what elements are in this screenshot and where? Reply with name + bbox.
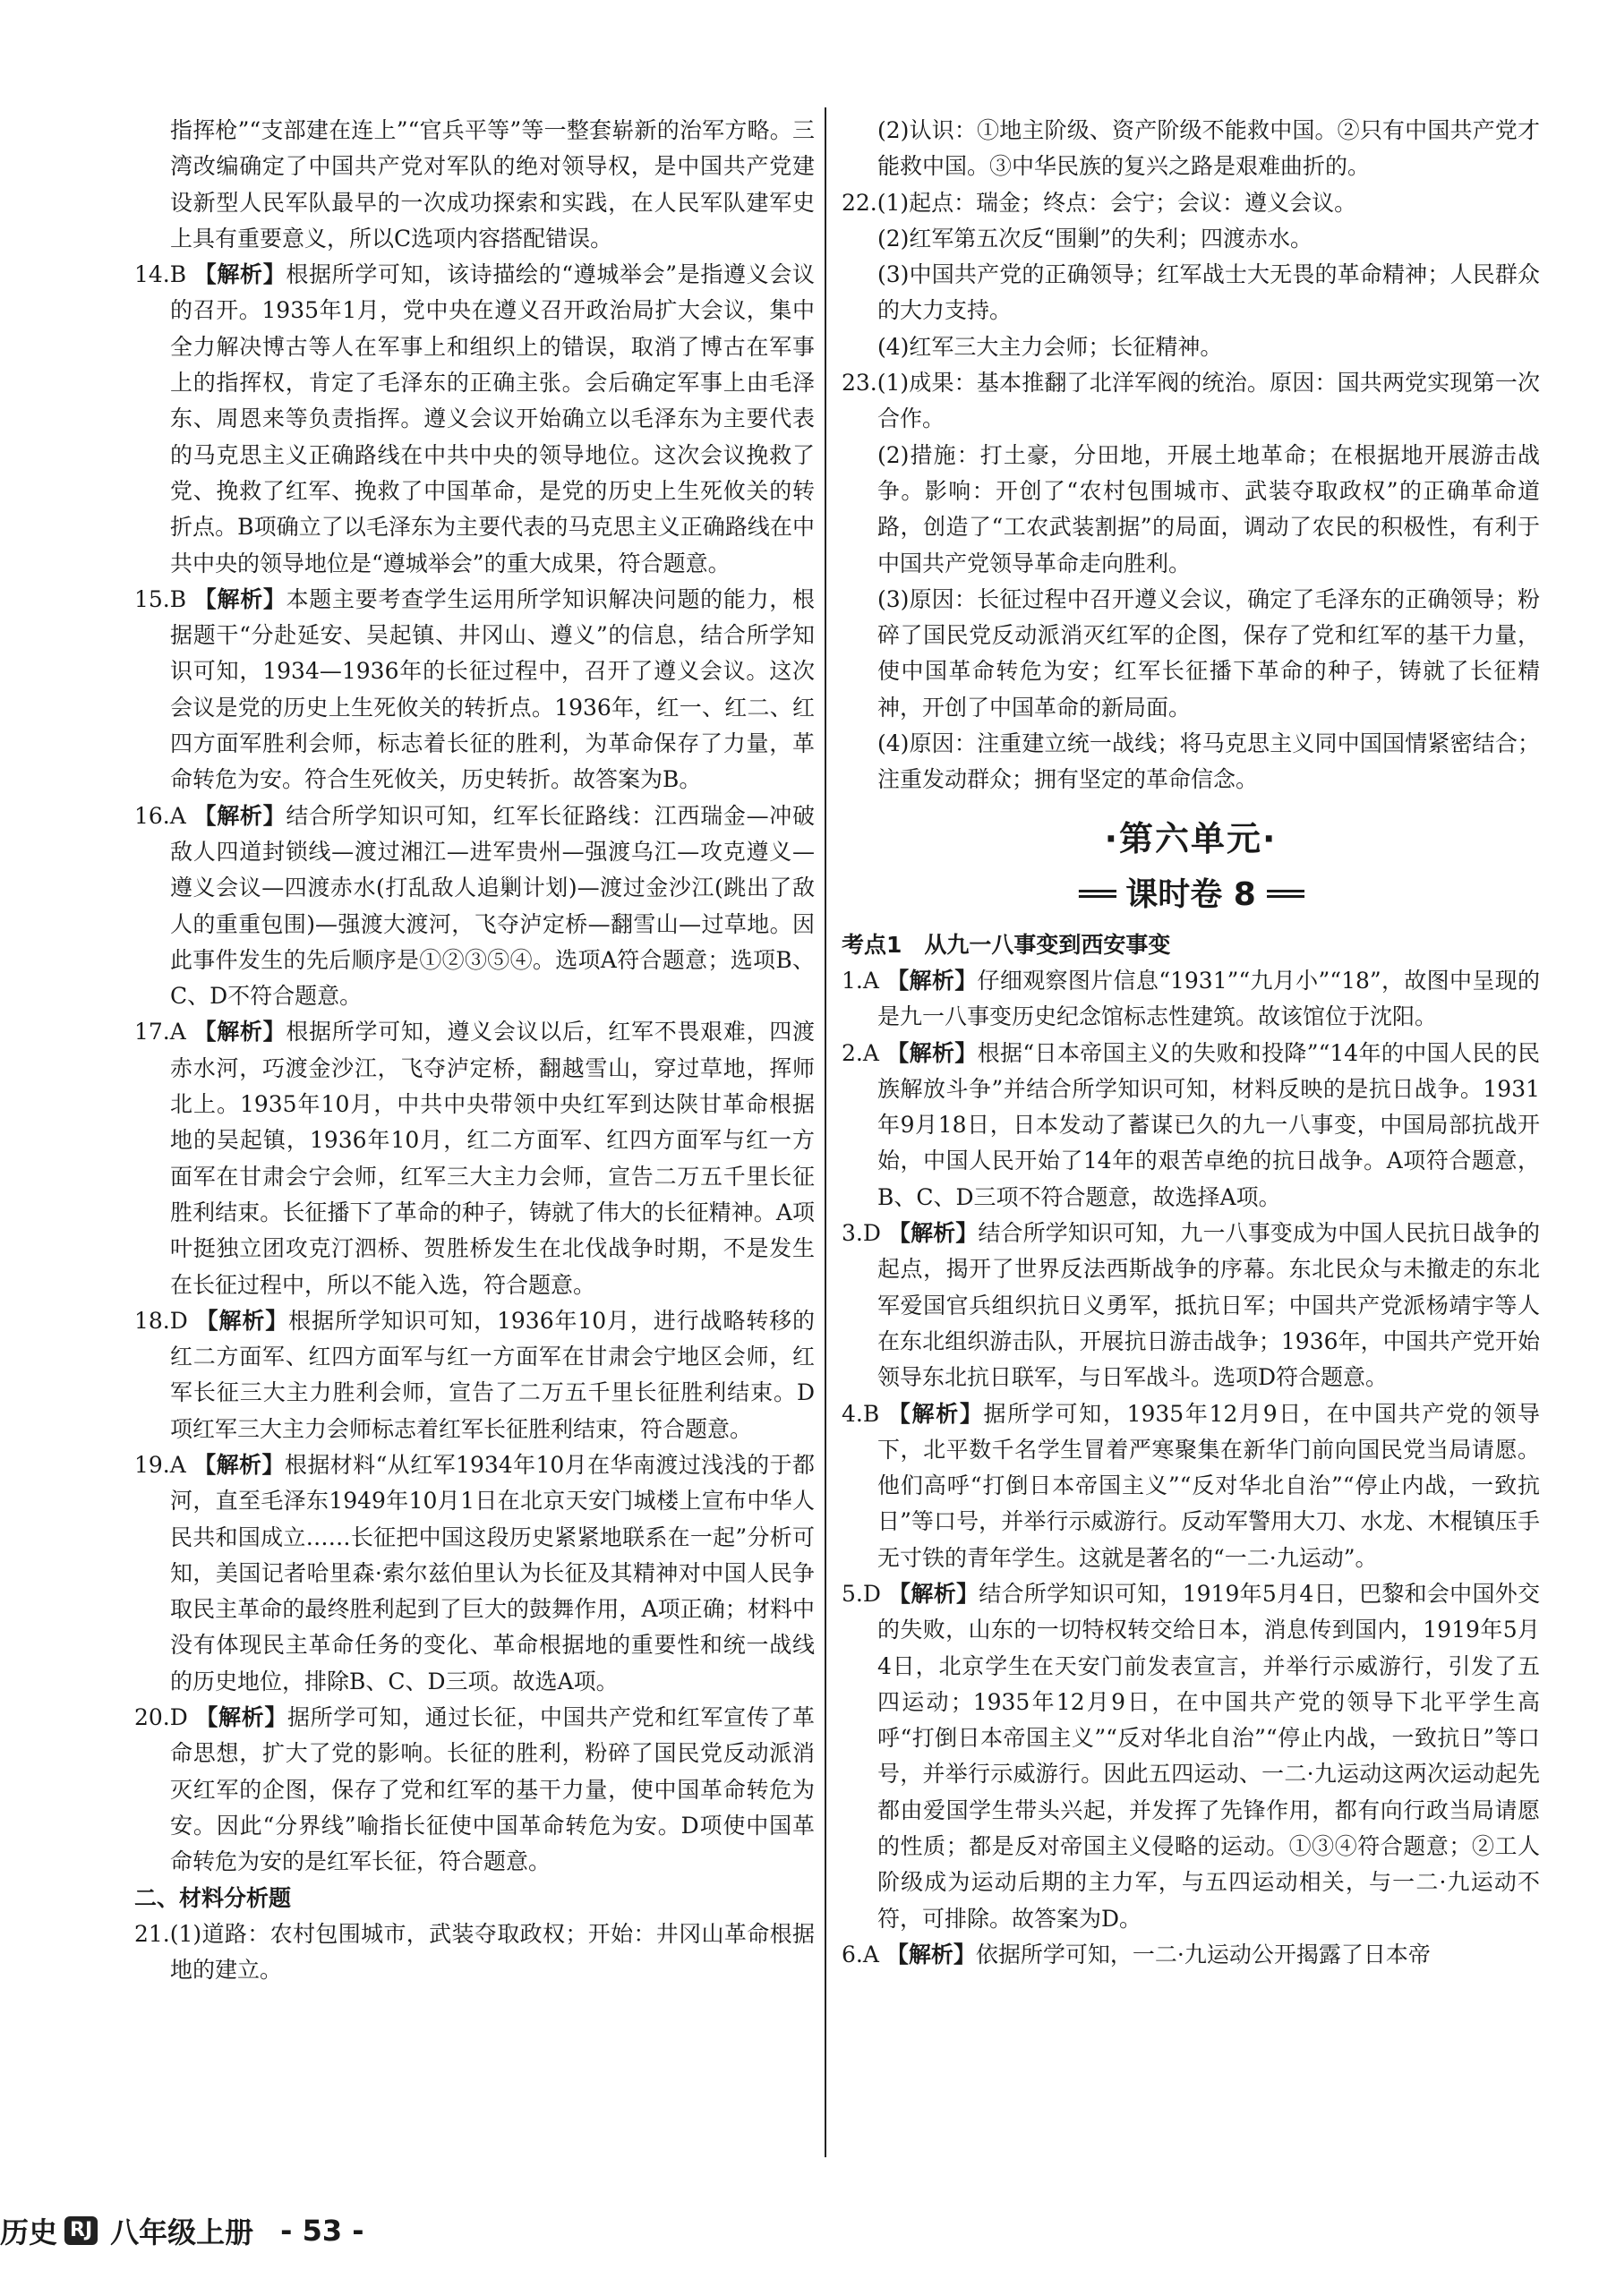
answer-item bbox=[842, 1036, 1540, 1216]
answer-paragraph: 22.(1)起点：瑞金；终点：会宁；会议：遵义会议。 bbox=[842, 189, 1357, 216]
answer-item bbox=[842, 963, 1540, 1036]
kaodian-heading: 考点1 从九一八事变到西安事变 bbox=[842, 931, 1171, 958]
analysis-tag: 【解析】 bbox=[887, 1400, 984, 1427]
answer-text: 根据“日本帝国主义的失败和投降”“14年的中国人民的民族解放斗争”并结合所学知识可知，材料反映的是抗日战争。1931年9月18日，日本发动了蓄谋已久的九一八事变，中国局部抗战开始，中国人民开始了14年的艰苦卓绝的抗日战争。A项符合题意，B、C、D三项不符合题意，故选择A项。 bbox=[877, 1039, 1541, 1210]
answer-subpart: (2)认识：①地主阶级、资产阶级不能救中国。②只有中国共产党才能救中国。③中华民族的复兴之路是艰难曲折的。 bbox=[877, 117, 1540, 180]
answer-number: 15.B bbox=[134, 585, 187, 612]
analysis-tag: 【解析】 bbox=[195, 1704, 287, 1731]
answer-item bbox=[134, 1700, 815, 1880]
answer-subpart: (3)中国共产党的正确领导；红军战士大无畏的革命精神；人民群众的大力支持。 bbox=[877, 261, 1540, 324]
answer-number: 14.B bbox=[134, 261, 187, 288]
analysis-tag: 【解析】 bbox=[193, 1451, 285, 1478]
answer-text: 结合所学知识可知，1919年5月4日，巴黎和会中国外交的失败，山东的一切特权转交给日本，消息传到国内，1919年5月4日，北京学生在天安门前发表宣言，并举行示威游行，引发了五四运动；1935年12月9日，在中国共产党的领导下北平学生高呼“打倒日本帝国主义”“反对华北自治”“停止内战，一致抗日”等口号，并举行示威游行。因此五四运动、一二·九运动这两次运动起先都由爱国学生带头兴起，并发挥了先锋作用，都有向行政当局请愿的性质；都是反对帝国主义侵略的运动。①③④符合题意；②工人阶级成为运动后期的主力军，与五四运动相关，与一二·九运动不符，可排除。故答案为D。 bbox=[877, 1580, 1541, 1932]
answer-text: 结合所学知识可知，九一八事变成为中国人民抗日战争的起点，揭开了世界反法西斯战争的序幕。东北民众与未撤走的东北军爱国官兵组织抗日义勇军，抵抗日军；中国共产党派杨靖宇等人在东北组织游击队，开展抗日游击战争；1936年，中国共产党开始领导东北抗日联军，与日军战斗。选项D符合题意。 bbox=[877, 1220, 1540, 1391]
answer-text: 根据所学可知，遵义会议以后，红军不畏艰难，四渡赤水河，巧渡金沙江，飞夺泸定桥，翻越雪山，穿过草地，挥师北上。1935年10月，中共中央带领中央红军到达陕甘革命根据地的吴起镇，1936年10月，红二方面军、红四方面军与红一方面军在甘肃会宁会师，红军三大主力会师，宣告二万五千里长征胜利结束。长征播下了革命的种子，铸就了伟大的长征精神。A项叶挺独立团攻克汀泗桥、贺胜桥发生在北伐战争时期，不是发生在长征过程中，所以不能入选，符合题意。 bbox=[170, 1019, 815, 1298]
footer-subject: 历史 bbox=[0, 2215, 58, 2249]
analysis-tag: 【解析】 bbox=[886, 1039, 978, 1066]
answer-text: 据所学可知，通过长征，中国共产党和红军宣传了革命思想，扩大了党的影响。长征的胜利，粉碎了国民党反动派消灭红军的企图，保存了党和红军的基干力量，使中国革命转危为安。因此“分界线”喻指长征使中国革命转危为安。D项使中国革命转危为安的是红军长征，符合题意。 bbox=[170, 1704, 815, 1875]
answer-number: 19.A bbox=[134, 1451, 186, 1478]
lesson-title: ══ 课时卷 8 ══ bbox=[1079, 875, 1303, 913]
answer-number: 18.D bbox=[134, 1307, 188, 1334]
answer-paragraph: 指挥枪”“支部建在连上”“官兵平等”等一整套崭新的治军方略。三湾改编确定了中国共产党对军队的绝对领导权，是中国共产党建设新型人民军队最早的一次成功探索和实践，在人民军队建军史上具有重要意义，所以C选项内容搭配错误。 bbox=[170, 117, 815, 252]
answer-number: 17.A bbox=[134, 1019, 186, 1046]
unit-title: ·第六单元· bbox=[1104, 818, 1278, 858]
analysis-tag: 【解析】 bbox=[885, 1941, 976, 1967]
answer-number: 5.D bbox=[842, 1580, 881, 1607]
answers-continued bbox=[842, 113, 1540, 798]
answer-text: 本题主要考查学生运用所学知识解决问题的能力，根据题干“分赴延安、吴起镇、井冈山、遵义”的信息，结合所学知识可知，1934—1936年的长征过程中，召开了遵义会议。这次会议是党的历史上生死攸关的转折点。1936年，红一、红二、红四方面军胜利会师，标志着长征的胜利，为革命保存了力量，革命转危为安。符合生死攸关，历史转折。故答案为B。 bbox=[170, 585, 815, 793]
answer-text: 据所学可知，1935年12月9日，在中国共产党的领导下，北平数千名学生冒着严寒聚集在新华门前向国民党当局请愿。他们高呼“打倒日本帝国主义”“反对华北自治”“停止内战，一致抗日”等口号，并举行示威游行。反动军警用大刀、水龙、木棍镇压手无寸铁的青年学生。这就是著名的“一二·九运动”。 bbox=[877, 1400, 1540, 1571]
page-number: - 53 - bbox=[280, 2214, 364, 2248]
answer-paragraph: 21.(1)道路：农村包围城市，武装夺取政权；开始：井冈山革命根据地的建立。 bbox=[134, 1920, 815, 1984]
answer-number: 3.D bbox=[842, 1220, 881, 1247]
answer-number: 16.A bbox=[134, 802, 186, 829]
answer-item bbox=[842, 1576, 1540, 1937]
answer-item bbox=[134, 798, 815, 1015]
answer-item bbox=[134, 257, 815, 582]
answer-text: 根据所学知识可知，1936年10月，进行战略转移的红二方面军、红四方面军与红一方面军在甘肃会宁地区会师，红军长征三大主力胜利会师，宣告了二万五千里长征胜利结束。D项红军三大主力会师标志着红军长征胜利结束，符合题意。 bbox=[170, 1307, 816, 1442]
answer-text: 结合所学知识可知，红军长征路线：江西瑞金—冲破敌人四道封锁线—渡过湘江—进军贵州—强渡乌江—攻克遵义—遵义会议—四渡赤水(打乱敌人追剿计划)—渡过金沙江(跳出了敌人的重重包围)—强渡大渡河，飞夺泸定桥—翻雪山—过草地。因此事件发生的先后顺序是①②③⑤④。选项A符合题意；选项B、C、D不符合题意。 bbox=[170, 802, 815, 1010]
analysis-tag: 【解析】 bbox=[193, 802, 286, 829]
answer-number: 2.A bbox=[842, 1039, 879, 1066]
answer-paragraph: 23.(1)成果：基本推翻了北洋军阀的统治。原因：国共两党实现第一次合作。 bbox=[842, 370, 1540, 432]
answer-item bbox=[134, 1447, 815, 1700]
answer-number: 4.B bbox=[842, 1400, 880, 1427]
analysis-tag: 【解析】 bbox=[193, 1019, 286, 1046]
answer-item bbox=[842, 1216, 1540, 1396]
lesson-answers bbox=[842, 963, 1540, 1973]
answer-text: 仔细观察图片信息“1931”“九月小”“18”，故图中呈现的是九一八事变历史纪念馆标志性建筑。故该馆位于沈阳。 bbox=[877, 967, 1540, 1030]
answer-text: 根据材料“从红军1934年10月在华南渡过浅浅的于都河，直至毛泽东1949年10月1日在北京天安门城楼上宣布中华人民共和国成立……长征把中国这段历史紧紧地联系在一起”分析可知，美国记者哈里森·索尔兹伯里认为长征及其精神对中国人民争取民主革命的最终胜利起到了巨大的鼓舞作用，A项正确；材料中没有体现民主革命任务的变化、革命根据地的重要性和统一战线的历史地位，排除B、C、D三项。故选A项。 bbox=[170, 1451, 815, 1694]
analysis-tag: 【解析】 bbox=[886, 967, 978, 994]
footer-badge: RJ bbox=[64, 2216, 98, 2245]
lesson-title-text: 课时卷 8 bbox=[1125, 875, 1256, 913]
left-column bbox=[134, 113, 815, 1988]
right-column bbox=[842, 113, 1540, 1973]
answer-subpart: (4)红军三大主力会师；长征精神。 bbox=[877, 333, 1223, 360]
column-divider bbox=[825, 107, 826, 2157]
answer-text: 根据所学可知，该诗描绘的“遵城举会”是指遵义会议的召开。1935年1月，党中央在遵义召开政治局扩大会议，集中全力解决博古等人在军事上和组织上的错误，取消了博古在军事上的指挥权，肯定了毛泽东的正确主张。会后确定军事上由毛泽东、周恩来等负责指挥。遵义会议开始确立以毛泽东为主要代表的马克思主义正确路线在中共中央的领导地位。这次会议挽救了党、挽救了红军、挽救了中国革命，是党的历史上生死攸关的转折点。B项确立了以毛泽东为主要代表的马克思主义正确路线在中共中央的领导地位是“遵城举会”的重大成果，符合题意。 bbox=[170, 261, 815, 576]
answer-item bbox=[134, 582, 815, 798]
answer-item bbox=[134, 1014, 815, 1302]
answer-subpart: (2)红军第五次反“围剿”的失利；四渡赤水。 bbox=[877, 225, 1313, 252]
answer-subpart: (4)原因：注重建立统一战线；将马克思主义同中国国情紧密结合；注重发动群众；拥有坚定的革命信念。 bbox=[877, 730, 1540, 793]
analysis-tag: 【解析】 bbox=[193, 585, 286, 612]
answer-subpart: (3)原因：长征过程中召开遵义会议，确定了毛泽东的正确领导；粉碎了国民党反动派消灭红军的企图，保存了党和红军的基干力量，使中国革命转危为安；红军长征播下革命的种子，铸就了长征精神，开创了中国革命的新局面。 bbox=[877, 585, 1540, 721]
page-footer bbox=[0, 2204, 364, 2258]
analysis-tag: 【解析】 bbox=[888, 1580, 979, 1607]
answer-item bbox=[134, 1303, 815, 1447]
footer-grade: 八年级上册 bbox=[110, 2215, 254, 2249]
answer-item bbox=[842, 1937, 1540, 1973]
section-heading: 二、材料分析题 bbox=[134, 1884, 292, 1911]
answer-number: 20.D bbox=[134, 1704, 188, 1731]
answer-subpart: (2)措施：打土豪，分田地，开展土地革命；在根据地开展游击战争。影响：开创了“农村包围城市、武装夺取政权”的正确革命道路，创造了“工农武装割据”的局面，调动了农民的积极性，有利于中国共产党领导革命走向胜利。 bbox=[877, 441, 1540, 576]
analysis-tag: 【解析】 bbox=[195, 1307, 289, 1334]
answer-number: 6.A bbox=[842, 1941, 879, 1967]
answer-item bbox=[842, 1396, 1540, 1576]
answer-number: 1.A bbox=[842, 967, 879, 994]
analysis-tag: 【解析】 bbox=[887, 1220, 979, 1247]
answer-text: 依据所学可知，一二·九运动公开揭露了日本帝 bbox=[975, 1941, 1431, 1967]
analysis-tag: 【解析】 bbox=[193, 261, 286, 288]
